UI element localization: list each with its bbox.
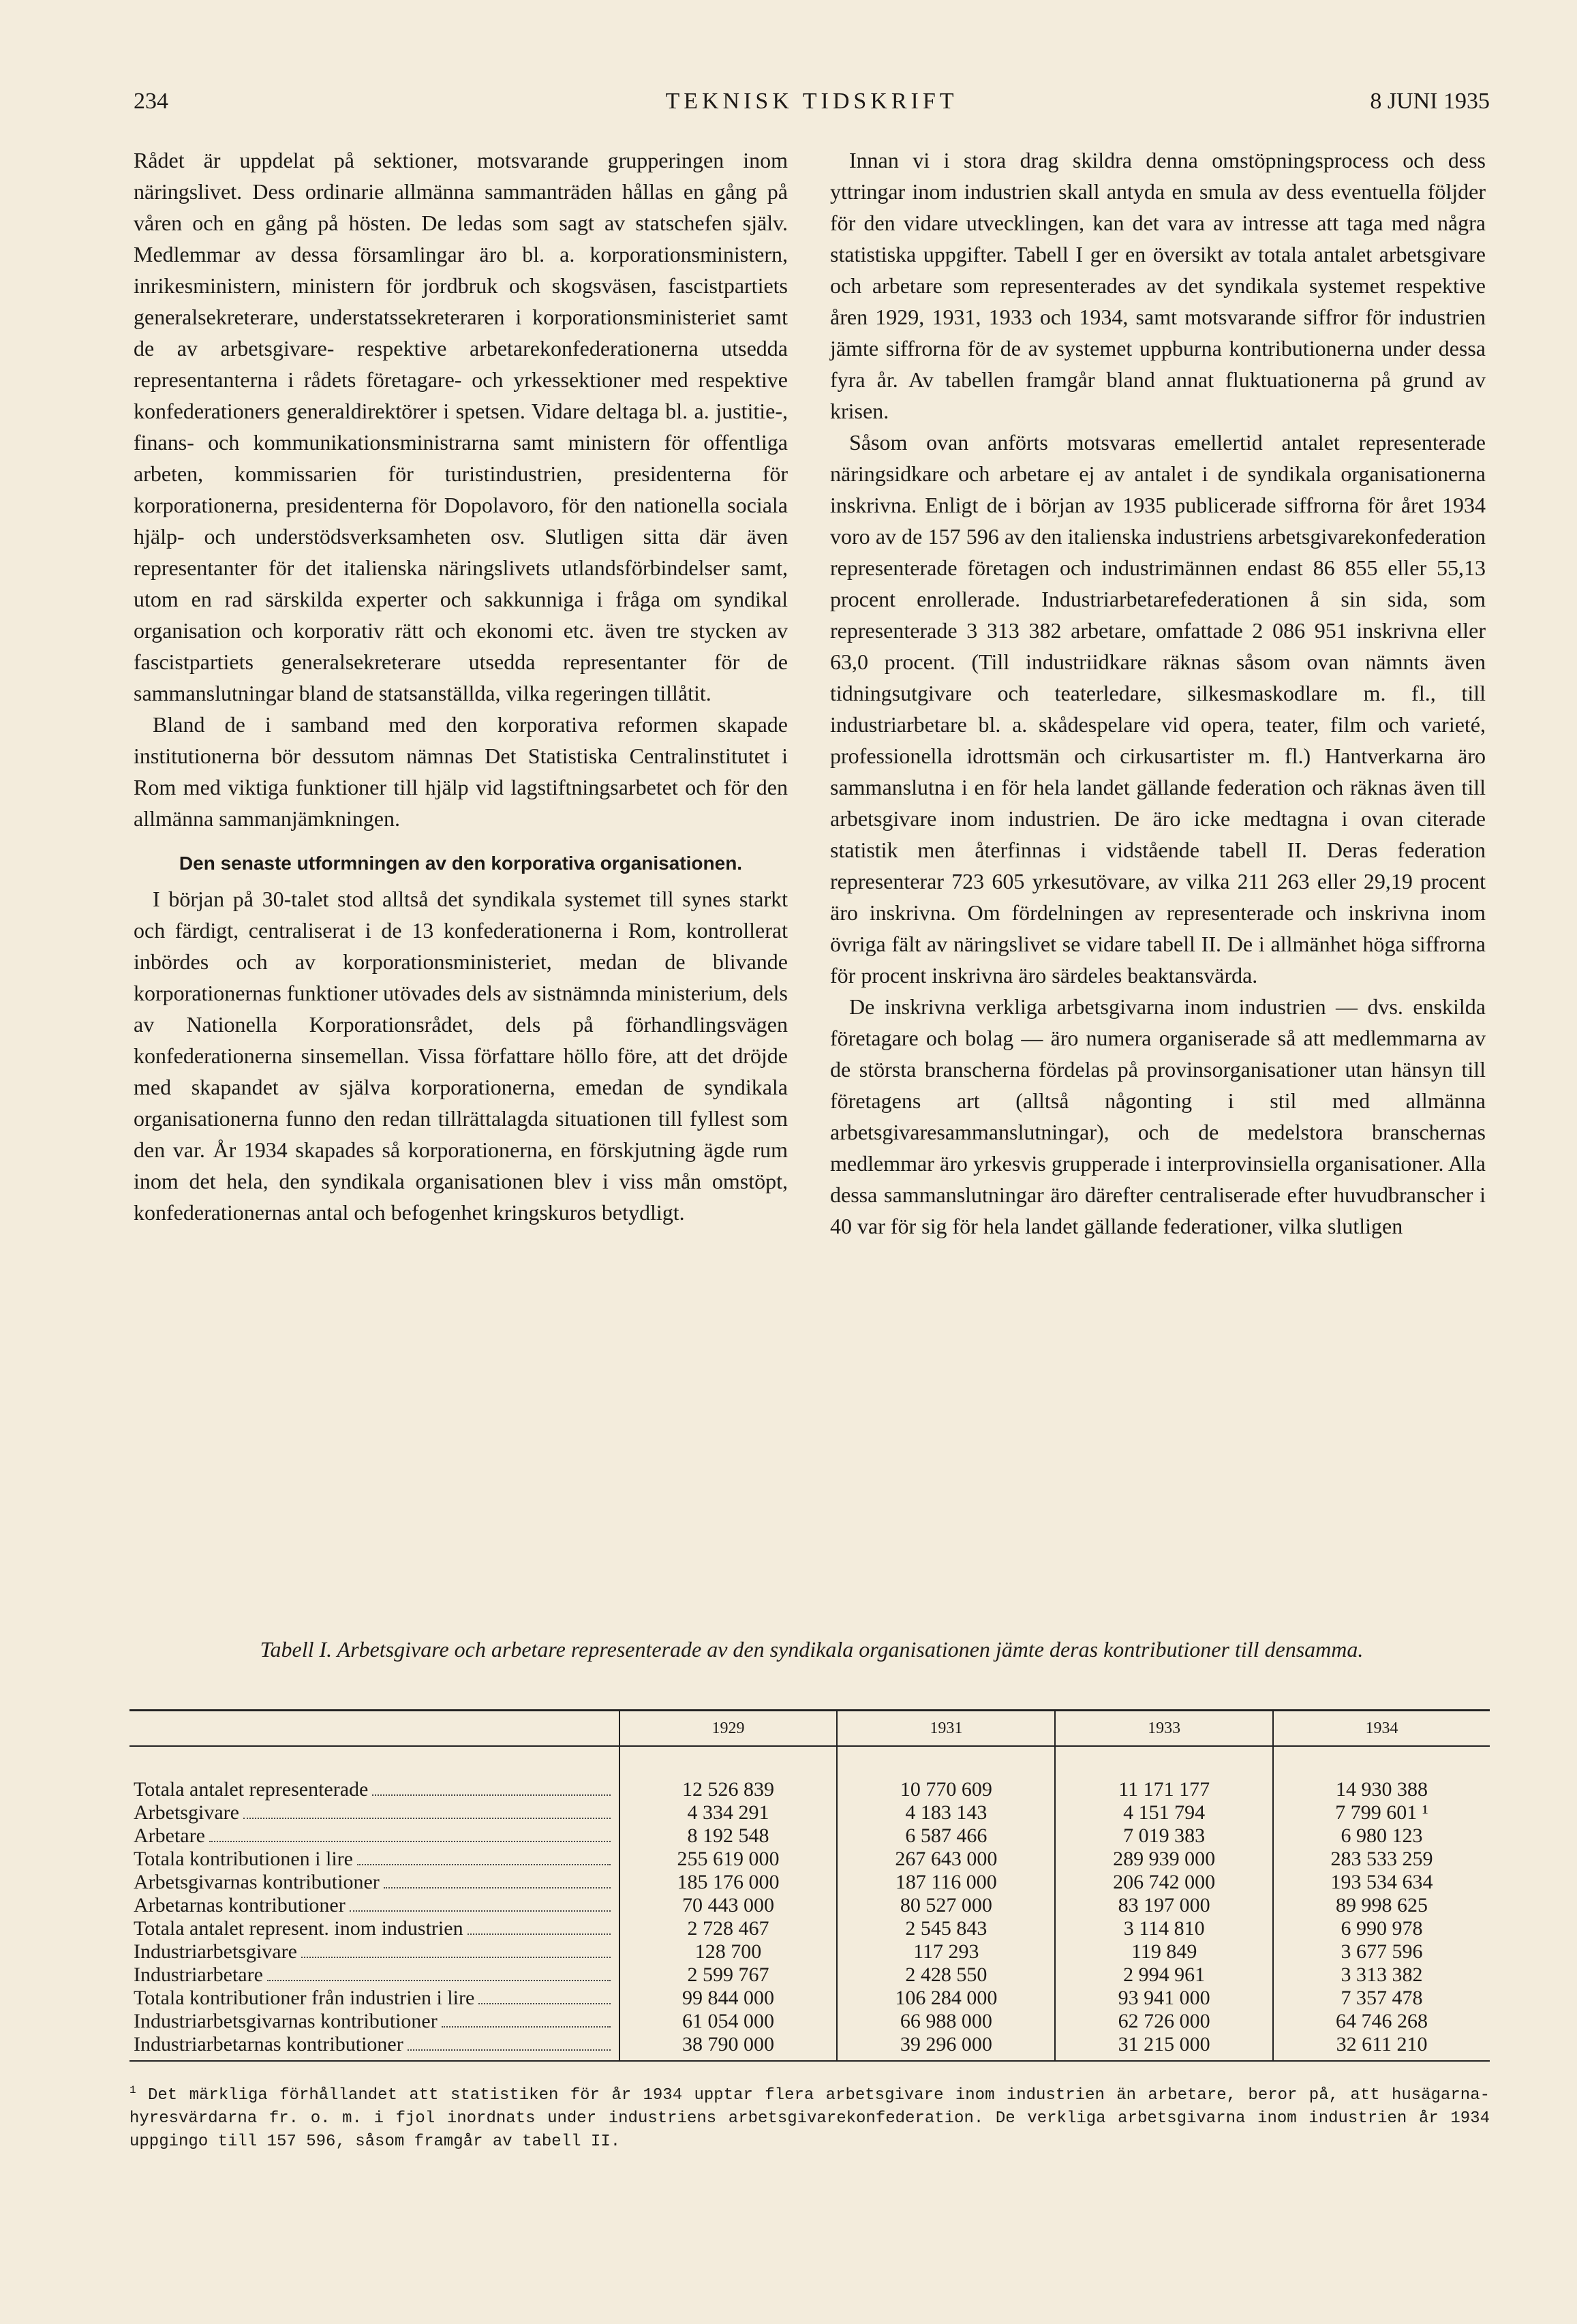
left-column: [134, 144, 788, 1228]
table-body: [129, 1746, 1490, 2061]
table-cell: 193 534 634: [1273, 1871, 1490, 1894]
table-cell: 99 844 000: [619, 1987, 838, 2010]
table-cell: 119 849: [1055, 1940, 1273, 1963]
table-cell: 3 114 810: [1055, 1917, 1273, 1940]
table-cell: 62 726 000: [1055, 2010, 1273, 2033]
running-header: [134, 89, 1490, 129]
table-cell: 2 599 767: [619, 1963, 838, 1987]
statistics-table: [129, 1709, 1490, 2062]
row-label-cell: [129, 1824, 619, 1848]
row-label: Industriarbetsgivare: [134, 1940, 297, 1963]
row-label: Arbetsgivarnas kontributioner: [134, 1871, 380, 1893]
table-cell: 11 171 177: [1055, 1746, 1273, 1801]
dot-leader: [357, 1864, 611, 1865]
table-cell: 283 533 259: [1273, 1848, 1490, 1871]
row-label: Industriarbetarnas kontributioner: [134, 2033, 403, 2055]
table-cell: 185 176 000: [619, 1871, 838, 1894]
paragraph: Bland de i samband med den korporativa reformen skapade institutionerna bör dessutom nämnas Det Statistiska Centralinstitutet i Rom med viktiga funktioner till hjälp vid lagstiftningsarbetet och för den allmänna sammanjämkningen.: [134, 712, 788, 831]
table-cell: 10 770 609: [837, 1746, 1055, 1801]
row-label-cell: [129, 1963, 619, 1987]
table-header-empty: [129, 1711, 619, 1747]
table-cell: 89 998 625: [1273, 1894, 1490, 1917]
row-label-cell: [129, 1894, 619, 1917]
table-row: [129, 1894, 1490, 1917]
table-row: [129, 1987, 1490, 2010]
table-cell: 7 357 478: [1273, 1987, 1490, 2010]
row-label: Totala antalet representerade: [134, 1778, 369, 1801]
table-cell: 83 197 000: [1055, 1894, 1273, 1917]
issue-date: 8 JUNI 1935: [1370, 89, 1490, 114]
table-header-year: 1931: [837, 1711, 1055, 1747]
journal-title: TEKNISK TIDSKRIFT: [665, 89, 958, 114]
table-cell: 64 746 268: [1273, 2010, 1490, 2033]
dot-leader: [372, 1794, 610, 1796]
paragraph: De inskrivna verkliga arbetsgivarna inom industrien — dvs. enskilda företagare och bolag — äro numera organiserade så att medlemmarna av de största branscherna fördelas på provinsorganisationer utan hänsyn till företagens art (alltså någonting i stil med allmänna arbetsgivaresammanslutningar), och de medelstora branschernas medlemmar äro yrkesvis grupperade i interprovinsiella organisationer. Alla dessa sammanslutningar äro därefter centraliserade efter huvudbranscher i 40 var för sig för hela landet gällande federationer, vilka slutligen: [830, 994, 1486, 1238]
dot-leader: [209, 1841, 611, 1842]
row-label-cell: [129, 1746, 619, 1801]
paragraph: Innan vi i stora drag skildra denna omstöpningsprocess och dess yttringar inom industrien skall antyda en smula av dess eventuella följder för den vidare utvecklingen, kan det vara av intresse att taga med några statistiska uppgifter. Tabell I ger en översikt av totala antalet arbetsgivare och arbetare som representerades av det syndikala systemet respektive åren 1929, 1931, 1933 och 1934, samt motsvarande siffror för industrien jämte siffrorna för de av systemet uppburna kontributionerna under dessa fyra år. Av tabellen framgår bland annat fluktuationerna på grund av krisen.: [830, 148, 1486, 423]
table-header-year: 1934: [1273, 1711, 1490, 1747]
table-cell: 289 939 000: [1055, 1848, 1273, 1871]
table-cell: 255 619 000: [619, 1848, 838, 1871]
footnote-text: Det märkliga förhållandet att statistiken för år 1934 upptar flera arbetsgivare inom industrien än arbetare, beror på, att husägarna-hyresvärdarna fr. o. m. i fjol inordnats under industriens arbetsgivarekonfederation. De verkliga arbetsgivarna inom industrien år 1934 uppgingo till 157 596, såsom framgår av tabell II.: [129, 2086, 1490, 2151]
table-caption: Tabell I. Arbetsgivare och arbetare representerade av den syndikala organisationen jämte deras kontributioner till densamma.: [260, 1637, 1364, 1662]
table-cell: 61 054 000: [619, 2010, 838, 2033]
table-cell: 32 611 210: [1273, 2033, 1490, 2061]
dot-leader: [350, 1910, 611, 1912]
table-row: [129, 1917, 1490, 1940]
table-row: [129, 1848, 1490, 1871]
table-cell: 2 545 843: [837, 1917, 1055, 1940]
dot-leader: [442, 2026, 611, 2028]
paragraph: Rådet är uppdelat på sektioner, motsvarande grupperingen inom näringslivet. Dess ordinarie allmänna sammanträden hållas en gång på våren och en gång på hösten. De ledas som sagt av statschefen själv. Medlemmar av dessa församlingar äro bl. a. korporationsministern, inrikesministern, ministern för jordbruk och skogsväsen, fascistpartiets generalsekreterare, understatssekreteraren i korporationsministeriet samt de av arbetsgivare- respektive arbetarekonfederationerna utsedda representanterna i rådets företagare- och yrkessektioner med respektive konfederationers generaldirektörer i spetsen. Vidare deltaga bl. a. justitie-, finans- och kommunikationsministrarna samt ministern för offentliga arbeten, kommissarien för turistindustrien, presidenterna för korporationerna, presidenterna för Dopolavoro, för den nationella sociala hjälp- och understödsverksamheten osv. Slutligen sitta där även representanter för det italienska näringslivets utlandsförbindelser samt, utom en rad särskilda experter och sakkunniga i fråga om syndikal organisation och korporativ rätt och ekonomi etc. även tre stycken av fascistpartiets generalsekreterare utsedda representanter för de sammanslutningar bland de statsanställda, vilka regeringen tillåtit.: [134, 148, 788, 705]
row-label: Arbetsgivare: [134, 1801, 239, 1824]
table-cell: 206 742 000: [1055, 1871, 1273, 1894]
table-cell: 70 443 000: [619, 1894, 838, 1917]
table-row: [129, 2010, 1490, 2033]
row-label: Industriarbetare: [134, 1963, 263, 1986]
table-cell: 4 183 143: [837, 1801, 1055, 1824]
dot-leader: [384, 1887, 611, 1889]
table-header-year: 1933: [1055, 1711, 1273, 1747]
table-cell: 117 293: [837, 1940, 1055, 1963]
table-cell: 2 994 961: [1055, 1963, 1273, 1987]
table-row: [129, 1746, 1490, 1801]
table-cell: 3 313 382: [1273, 1963, 1490, 1987]
table-cell: 8 192 548: [619, 1824, 838, 1848]
dot-leader: [468, 1933, 611, 1935]
paragraph: Såsom ovan anförts motsvaras emellertid antalet representerade näringsidkare och arbetare ej av antalet i de syndikala organisationerna inskrivna. Enligt de i början av 1935 publicerade siffrorna för året 1934 voro av de 157 596 av den italienska industriens arbetsgivarekonfederation representerade företagen och industrimännen endast 86 855 eller 55,13 procent enrollerade. Industriarbetarefederationen å sin sida, som representerade 3 313 382 arbetare, omfattade 2 086 951 inskrivna eller 63,0 procent. (Till industriidkare räknas såsom ovan nämnts även tidningsutgivare och teaterledare, silkesmaskodlare m. fl., till industriarbetare bl. a. skådespelare vid opera, teater, film och varieté, professionella idrottsmän och cirkusartister m. fl.) Hantverkarna äro sammanslutna i en för hela landet gällande federation och räknas även till arbetsgivare inom industrien. De äro icke medtagna i ovan citerade statistik men återfinnas i vidstående tabell II. Deras federation representerar 723 605 yrkesutövare, av vilka 211 263 eller 29,19 procent äro inskrivna. Om fördelningen av representerade och inskrivna inom övriga fält av näringslivet se vidare tabell II. De i allmänhet höga siffrorna för procent inskrivna äro särdeles beaktansvärda.: [830, 430, 1486, 988]
table-cell: 6 990 978: [1273, 1917, 1490, 1940]
row-label: Totala kontributionen i lire: [134, 1848, 353, 1870]
paragraph: I början på 30-talet stod alltså det syndikala systemet till synes starkt och färdigt, centraliserat i de 13 konfederationerna i Rom, kontrollerat inbördes och av korporationsministeriet, medan de blivande korporationernas funktioner utövades dels av sistnämnda ministerium, dels av Nationella Korporationsrådet, dels på förhandlingsvägen konfederationerna sinsemellan. Vissa författare höllo före, att det dröjde med skapandet av själva korporationerna, emedan de syndikala organisationerna funno den redan tillrättalagda situationen till fyllest som den var. År 1934 skapades så korporationerna, en förskjutning ägde rum inom det hela, den syndikala organisationen blev i viss mån omstöpt, konfederationernas antal och befogenhet kringskuros betydligt.: [134, 887, 788, 1225]
table-cell: 12 526 839: [619, 1746, 838, 1801]
row-label-cell: [129, 1848, 619, 1871]
table-cell: 38 790 000: [619, 2033, 838, 2061]
table-cell: 3 677 596: [1273, 1940, 1490, 1963]
table-header-year: 1929: [619, 1711, 838, 1747]
table-row: [129, 2033, 1490, 2061]
row-label-cell: [129, 1871, 619, 1894]
table-row: [129, 1801, 1490, 1824]
table-cell: 128 700: [619, 1940, 838, 1963]
table-cell: 2 728 467: [619, 1917, 838, 1940]
page-number: 234: [134, 89, 168, 114]
table-cell: 4 334 291: [619, 1801, 838, 1824]
row-label-cell: [129, 2033, 619, 2061]
table-cell: 93 941 000: [1055, 1987, 1273, 2010]
table-cell: 106 284 000: [837, 1987, 1055, 2010]
table-cell: 7 799 601 ¹: [1273, 1801, 1490, 1824]
dot-leader: [408, 2049, 611, 2051]
dot-leader: [301, 1957, 611, 1958]
section-heading: Den senaste utformningen av den korporativa organisationen.: [179, 853, 743, 874]
table-row: [129, 1824, 1490, 1848]
row-label-cell: [129, 1940, 619, 1963]
table-cell: 2 428 550: [837, 1963, 1055, 1987]
row-label-cell: [129, 2010, 619, 2033]
table-cell: 14 930 388: [1273, 1746, 1490, 1801]
table-cell: 6 587 466: [837, 1824, 1055, 1848]
dot-leader: [243, 1818, 611, 1819]
footnote: [129, 2079, 1490, 2154]
table-cell: 6 980 123: [1273, 1824, 1490, 1848]
row-label-cell: [129, 1987, 619, 2010]
table-cell: 66 988 000: [837, 2010, 1055, 2033]
row-label-cell: [129, 1917, 619, 1940]
row-label-cell: [129, 1801, 619, 1824]
dot-leader: [267, 1980, 611, 1981]
dot-leader: [478, 2003, 610, 2004]
table-cell: 39 296 000: [837, 2033, 1055, 2061]
table-cell: 4 151 794: [1055, 1801, 1273, 1824]
row-label: Arbetare: [134, 1824, 205, 1847]
row-label: Arbetarnas kontributioner: [134, 1894, 346, 1916]
table-row: [129, 1871, 1490, 1894]
table-cell: 187 116 000: [837, 1871, 1055, 1894]
table-cell: 7 019 383: [1055, 1824, 1273, 1848]
table-row: [129, 1963, 1490, 1987]
table-row: [129, 1940, 1490, 1963]
right-column: [830, 144, 1486, 1242]
footnote-marker: 1: [129, 2084, 136, 2096]
table-cell: 31 215 000: [1055, 2033, 1273, 2061]
table-cell: 80 527 000: [837, 1894, 1055, 1917]
table-cell: 267 643 000: [837, 1848, 1055, 1871]
row-label: Industriarbetsgivarnas kontributioner: [134, 2010, 438, 2032]
row-label: Totala kontributioner från industrien i lire: [134, 1987, 475, 2009]
row-label: Totala antalet represent. inom industrien: [134, 1917, 463, 1940]
